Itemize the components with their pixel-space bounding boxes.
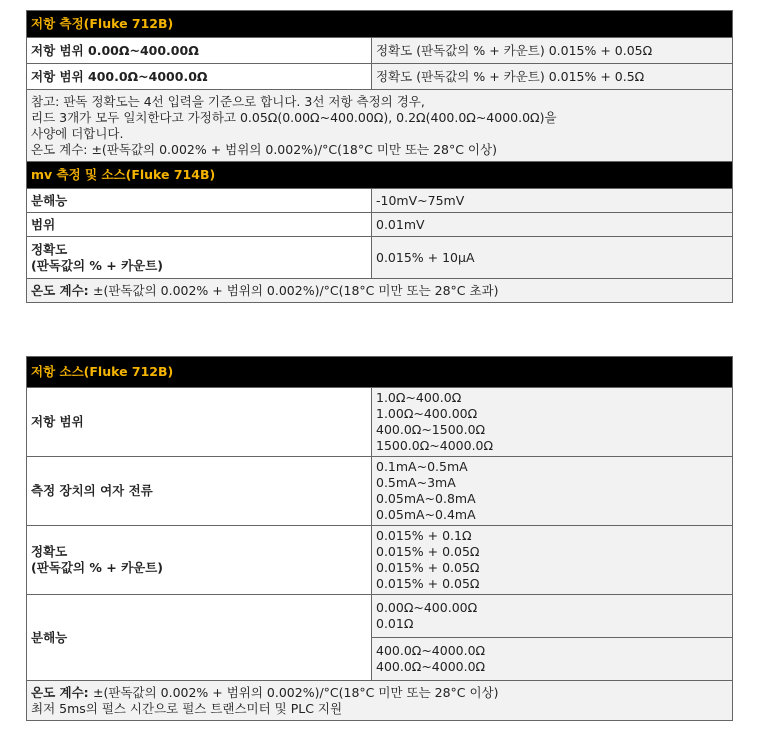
source-accuracy-label: 정확도 (판독값의 % + 카운트)	[27, 526, 372, 595]
excitation-current-label: 측정 장치의 여자 전류	[27, 457, 372, 526]
source-range-label: 저항 범위	[27, 388, 372, 457]
resistance-measure-spec-table	[26, 10, 733, 303]
source-resolution-values-a: 0.00Ω~400.00Ω 0.01Ω	[372, 595, 733, 638]
source-resolution-label: 분해능	[27, 595, 372, 681]
resistance-accuracy-value: 정확도 (판독값의 % + 카운트) 0.015% + 0.5Ω	[372, 64, 733, 90]
source-resolution-values-b: 400.0Ω~4000.0Ω 400.0Ω~4000.0Ω	[372, 638, 733, 681]
table-row	[27, 64, 733, 90]
section-title-resistance-source: 저항 소스(Fluke 712B)	[27, 357, 733, 388]
mv-temp-coefficient: 온도 계수: ±(판독값의 0.002% + 범위의 0.002%)/°C(18°C 미만 또는 28°C 초과)	[27, 279, 733, 303]
table-row	[27, 526, 733, 595]
excitation-current-values: 0.1mA~0.5mA 0.5mA~3mA 0.05mA~0.8mA 0.05mA~0.4mA	[372, 457, 733, 526]
mv-resolution-value: -10mV~75mV	[372, 189, 733, 213]
source-range-values: 1.0Ω~400.0Ω 1.00Ω~400.00Ω 400.0Ω~1500.0Ω 1500.0Ω~4000.0Ω	[372, 388, 733, 457]
resistance-range-label: 저항 범위 400.0Ω~4000.0Ω	[27, 64, 372, 90]
table-row	[27, 189, 733, 213]
section-title-mv-measure: mv 측정 및 소스(Fluke 714B)	[27, 162, 733, 189]
source-accuracy-values: 0.015% + 0.1Ω 0.015% + 0.05Ω 0.015% + 0.05Ω 0.015% + 0.05Ω	[372, 526, 733, 595]
table-row	[27, 388, 733, 457]
source-footer-note: 온도 계수: ±(판독값의 0.002% + 범위의 0.002%)/°C(18°C 미만 또는 28°C 이상) 최저 5ms의 펄스 시간으로 펄스 트랜스미터 및 PLC 지원	[27, 681, 733, 721]
mv-accuracy-label: 정확도 (판독값의 % + 카운트)	[27, 237, 372, 279]
mv-resolution-label: 분해능	[27, 189, 372, 213]
table-row	[27, 279, 733, 303]
section-title-resistance-measure: 저항 측정(Fluke 712B)	[27, 11, 733, 38]
table-row	[27, 457, 733, 526]
resistance-accuracy-value: 정확도 (판독값의 % + 카운트) 0.015% + 0.05Ω	[372, 38, 733, 64]
mv-accuracy-value: 0.015% + 10μA	[372, 237, 733, 279]
resistance-measure-note: 참고: 판독 정확도는 4선 입력을 기준으로 합니다. 3선 저항 측정의 경우, 리드 3개가 모두 일치한다고 가정하고 0.05Ω(0.00Ω~400.00Ω), 0.2Ω(400.0Ω~4000.0Ω)을 사양에 더합니다. 온도 계수: ±(판독값의 0.002% + 범위의 0.002%)/°C(18°C 미만 또는 28°C 이상)	[27, 90, 733, 162]
mv-range-label: 범위	[27, 213, 372, 237]
table-row	[27, 595, 733, 638]
resistance-range-label: 저항 범위 0.00Ω~400.00Ω	[27, 38, 372, 64]
table-row	[27, 237, 733, 279]
table-row	[27, 90, 733, 162]
table-row	[27, 38, 733, 64]
table-row	[27, 213, 733, 237]
table-row	[27, 681, 733, 721]
mv-range-value: 0.01mV	[372, 213, 733, 237]
resistance-source-spec-table	[26, 356, 733, 721]
